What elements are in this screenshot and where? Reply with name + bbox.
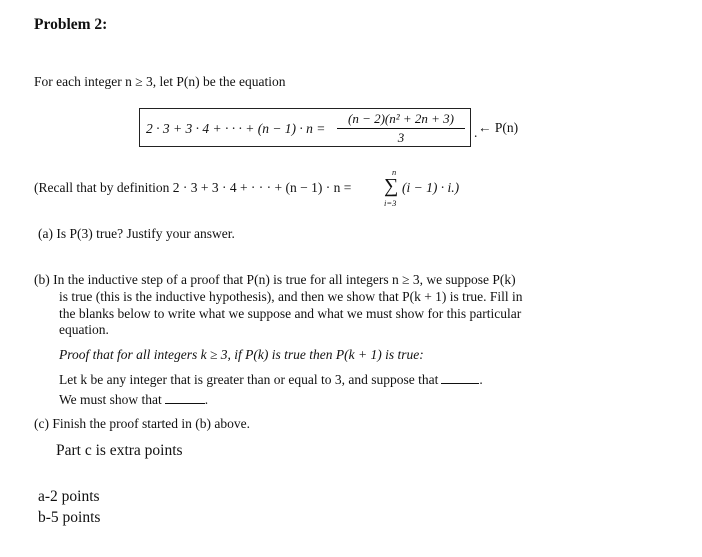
equation-fraction [337,111,465,146]
suppose-text: Let k be any integer that is greater than or equal to 3, and suppose that [59,372,439,387]
recall-text: (Recall that by definition 2 · 3 + 3 · 4 + · · · + (n − 1) · n = [34,180,352,195]
equation-tag: ← P(n) [478,120,519,135]
points-b: b-5 points [38,509,101,526]
summand: (i − 1) · i.) [402,180,460,195]
fraction-denominator: 3 [397,130,405,145]
equation-box [139,108,471,147]
part-b-line-1: (b) In the inductive step of a proof that P(n) is true for all integers n ≥ 3, we suppose P(k) [34,272,516,287]
equation-lhs: 2 · 3 + 3 · 4 + · · · + (n − 1) · n = [146,121,326,136]
sum-lower-limit: i=3 [384,198,397,208]
extra-points-note: Part c is extra points [56,442,183,459]
equation-period: . [474,125,478,140]
sigma-symbol: ∑ [384,175,399,197]
part-b-line-3: the blanks below to write what we suppose and what we must show for this particular [59,306,522,321]
part-b-line-2: is true (this is the inductive hypothesis), and then we show that P(k + 1) is true. Fill in [59,289,523,304]
part-b-line-4: equation. [59,322,109,337]
show-blank[interactable] [165,393,205,404]
proof-header: Proof that for all integers k ≥ 3, if P(k) is true then P(k + 1) is true: [59,347,424,362]
problem-title: Problem 2: [34,16,108,33]
show-line: We must show that . [59,392,209,407]
sum-upper-limit: n [392,167,397,177]
part-c: (c) Finish the proof started in (b) above. [34,416,250,431]
suppose-line: Let k be any integer that is greater than or equal to 3, and suppose that . [59,372,483,387]
points-a: a-2 points [38,488,100,505]
suppose-blank[interactable] [441,373,479,384]
intro-text: For each integer n ≥ 3, let P(n) be the equation [34,74,286,89]
show-text: We must show that [59,392,162,407]
fraction-numerator: (n − 2)(n² + 2n + 3) [337,111,465,129]
part-a: (a) Is P(3) true? Justify your answer. [38,226,235,241]
